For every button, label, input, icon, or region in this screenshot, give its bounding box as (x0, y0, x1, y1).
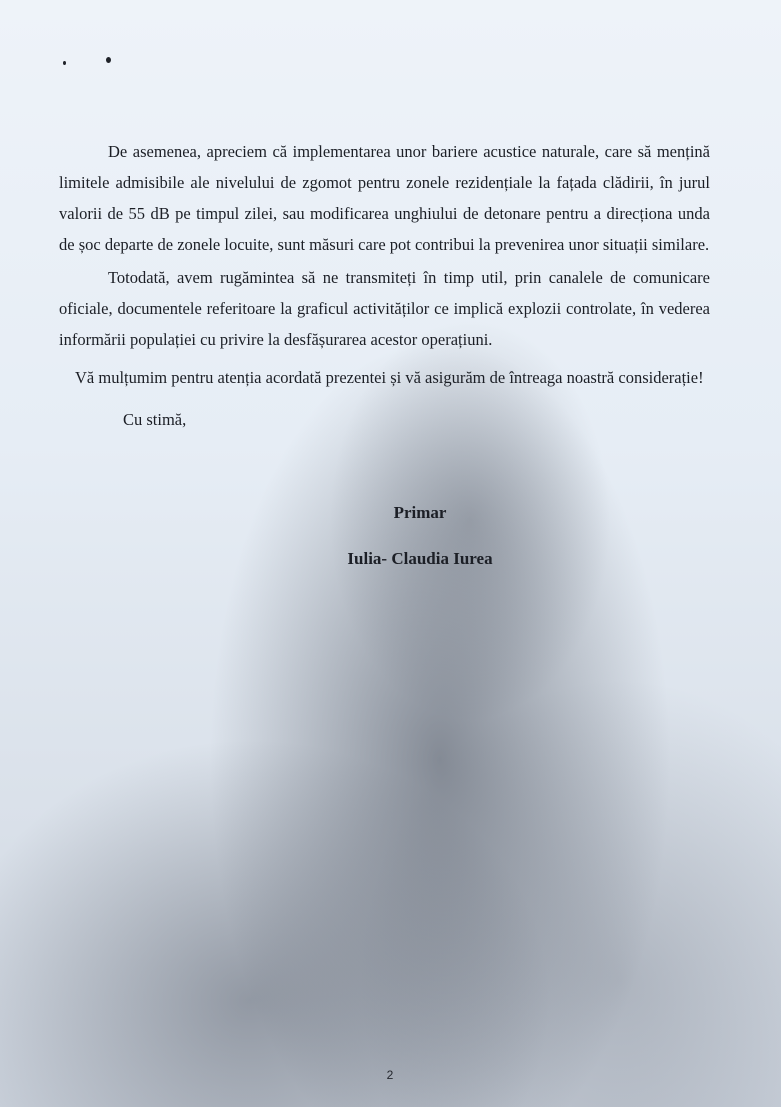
paragraph-acoustic-barriers: De asemenea, apreciem că implementarea unor bariere acustice naturale, care să mențină limitele admisibile ale nivelului de zgomot pentru zonele rezidențiale la fațada clădirii, în jurul valorii de 55 dB pe timpul zilei, sau modificarea unghiului de detonare pentru a direcționa unda de șoc departe de zonele locuite, sunt măsuri care pot contribui la prevenirea unor situații similare. (59, 142, 710, 254)
signature-title: Primar (393, 503, 447, 522)
ink-dot (106, 57, 111, 63)
ink-dot (63, 61, 66, 65)
signature-name: Iulia- Claudia Iurea (347, 549, 493, 568)
paragraph-request-documents: Totodată, avem rugămintea să ne transmiteți în timp util, prin canalele de comunicare oficiale, documentele referitoare la graficul activităților ce implică explozii controlate, în vederea informării populației cu privire la desfășurarea acestor operațiuni. (59, 268, 710, 349)
page-number: 2 (386, 1068, 394, 1082)
closing-salutation: Cu stimă, (123, 410, 187, 429)
thanks-line: Vă mulțumim pentru atenția acordată prezentei și vă asigurăm de întreaga noastră considerație! (75, 368, 704, 387)
